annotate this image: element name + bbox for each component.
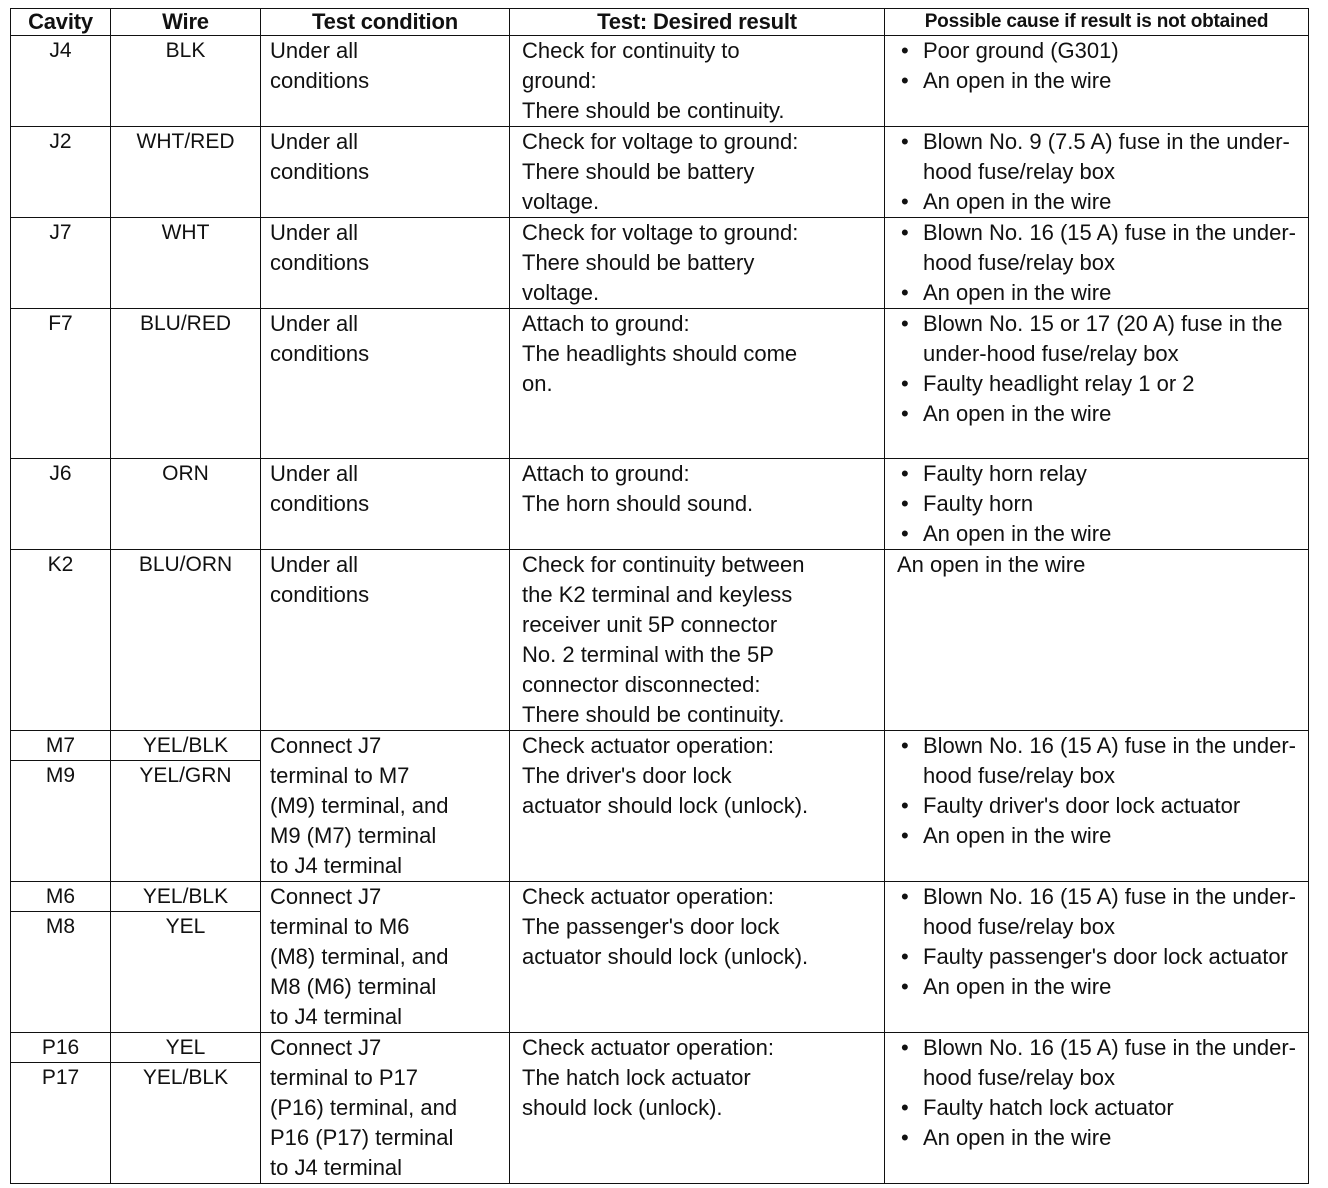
header-test-condition: Test condition	[261, 9, 510, 36]
cavity-label: F7	[48, 312, 73, 335]
test-condition-cell	[261, 882, 510, 1033]
table-row	[11, 36, 1309, 127]
cause-item: • An open in the wire	[897, 278, 1308, 308]
cavity-label: J7	[49, 221, 72, 244]
test-condition-cell	[261, 309, 510, 459]
condition-line: M9 (M7) terminal	[270, 823, 437, 848]
cause-item: • An open in the wire	[897, 519, 1308, 549]
test-condition-cell	[261, 731, 510, 882]
result-line: There should be continuity.	[522, 98, 785, 123]
wire-color-label: YEL	[165, 915, 206, 938]
cavity-label: M6	[11, 882, 110, 912]
condition-line: conditions	[270, 491, 370, 516]
condition-line: terminal to M7	[270, 763, 410, 788]
cause-item: • Faulty horn	[897, 489, 1308, 519]
cavity-label: P17	[41, 1066, 80, 1089]
test-condition-cell	[261, 36, 510, 127]
wire-cell	[111, 309, 261, 459]
cavity-cell	[11, 731, 111, 882]
result-line: on.	[522, 371, 553, 396]
cavity-cell	[11, 309, 111, 459]
table-row	[11, 218, 1309, 309]
result-line: There should be battery	[522, 250, 755, 275]
result-line: Check actuator operation:	[522, 1035, 774, 1060]
test-condition-cell	[261, 1033, 510, 1184]
condition-line: (M8) terminal, and	[270, 944, 449, 969]
result-line: The headlights should come	[522, 341, 798, 366]
header-wire: Wire	[111, 9, 261, 36]
cavity-label: K2	[47, 553, 74, 576]
test-condition-cell	[261, 127, 510, 218]
condition-line: (M9) terminal, and	[270, 793, 449, 818]
cavity-cell	[11, 127, 111, 218]
condition-line: Connect J7	[270, 733, 382, 758]
possible-cause-cell	[885, 218, 1309, 309]
result-line: actuator should lock (unlock).	[522, 793, 809, 818]
result-line: Check for continuity to	[522, 38, 740, 63]
cause-item: • Blown No. 9 (7.5 A) fuse in the under-hood fuse/relay box	[897, 127, 1308, 187]
table-row	[11, 1033, 1309, 1184]
wire-color-label: YEL/BLK	[111, 882, 260, 912]
result-line: Check actuator operation:	[522, 884, 774, 909]
desired-result-cell	[510, 1033, 885, 1184]
test-condition-cell	[261, 550, 510, 731]
desired-result-cell	[510, 309, 885, 459]
cavity-label: J6	[49, 462, 72, 485]
cavity-cell	[11, 1033, 111, 1184]
cavity-label: P16	[11, 1033, 110, 1063]
wire-color-label: YEL/BLK	[111, 731, 260, 761]
desired-result-cell	[510, 459, 885, 550]
wire-cell	[111, 36, 261, 127]
cavity-label: M9	[45, 764, 76, 787]
possible-cause-cell	[885, 459, 1309, 550]
table-row	[11, 459, 1309, 550]
possible-cause-cell	[885, 550, 1309, 731]
cause-item: • Blown No. 16 (15 A) fuse in the under-hood fuse/relay box	[897, 882, 1308, 942]
result-line: There should be continuity.	[522, 702, 785, 727]
cavity-cell	[11, 218, 111, 309]
result-line: No. 2 terminal with the 5P	[522, 642, 774, 667]
result-line: There should be battery	[522, 159, 755, 184]
connector-test-table	[10, 8, 1309, 1184]
wire-color-label: YEL/GRN	[139, 764, 232, 787]
cause-item: • An open in the wire	[897, 66, 1308, 96]
desired-result-cell	[510, 36, 885, 127]
condition-line: conditions	[270, 250, 370, 275]
condition-line: Under all	[270, 311, 359, 336]
cavity-cell	[11, 36, 111, 127]
table-row	[11, 882, 1309, 1033]
wire-color-label: ORN	[162, 462, 209, 485]
cause-item: • An open in the wire	[897, 1123, 1308, 1153]
wire-cell	[111, 218, 261, 309]
wire-color-label: WHT	[161, 221, 210, 244]
result-line: The passenger's door lock	[522, 914, 780, 939]
condition-line: conditions	[270, 582, 370, 607]
cause-item: • Blown No. 16 (15 A) fuse in the under-hood fuse/relay box	[897, 218, 1308, 278]
possible-cause-cell	[885, 309, 1309, 459]
condition-line: Connect J7	[270, 884, 382, 909]
desired-result-cell	[510, 731, 885, 882]
table-row	[11, 731, 1309, 882]
table-row	[11, 127, 1309, 218]
table-row	[11, 550, 1309, 731]
cause-item: • An open in the wire	[897, 399, 1308, 429]
cavity-label: M7	[11, 731, 110, 761]
wire-cell	[111, 1033, 261, 1184]
cause-item: • Faulty headlight relay 1 or 2	[897, 369, 1308, 399]
condition-line: to J4 terminal	[270, 1155, 403, 1180]
condition-line: (P16) terminal, and	[270, 1095, 458, 1120]
wire-color-label: BLU/ORN	[138, 553, 233, 576]
cause-item: • Blown No. 16 (15 A) fuse in the under-hood fuse/relay box	[897, 1033, 1308, 1093]
condition-line: Under all	[270, 129, 359, 154]
condition-line: terminal to M6	[270, 914, 410, 939]
result-line: the K2 terminal and keyless	[522, 582, 793, 607]
result-line: ground:	[522, 68, 597, 93]
wire-color-label: YEL/BLK	[142, 1066, 229, 1089]
result-line: should lock (unlock).	[522, 1095, 723, 1120]
result-line: Check for voltage to ground:	[522, 220, 799, 245]
wire-cell	[111, 550, 261, 731]
condition-line: Under all	[270, 220, 359, 245]
possible-cause-cell	[885, 127, 1309, 218]
test-condition-cell	[261, 459, 510, 550]
result-line: Check for continuity between	[522, 552, 805, 577]
cause-item: • An open in the wire	[897, 972, 1308, 1002]
possible-cause-cell	[885, 731, 1309, 882]
result-line: voltage.	[522, 280, 600, 305]
condition-line: terminal to P17	[270, 1065, 418, 1090]
wire-color-label: BLK	[165, 39, 206, 62]
table-row	[11, 309, 1309, 459]
cause-item: • Blown No. 16 (15 A) fuse in the under-hood fuse/relay box	[897, 731, 1308, 791]
header-possible-cause: Possible cause if result is not obtained	[885, 9, 1309, 36]
result-line: Check for voltage to ground:	[522, 129, 799, 154]
cavity-cell	[11, 459, 111, 550]
condition-line: to J4 terminal	[270, 853, 403, 878]
condition-line: Under all	[270, 552, 359, 577]
test-condition-cell	[261, 218, 510, 309]
condition-line: to J4 terminal	[270, 1004, 403, 1029]
cause-item: • Faulty passenger's door lock actuator	[897, 942, 1308, 972]
condition-line: Under all	[270, 38, 359, 63]
condition-line: Connect J7	[270, 1035, 382, 1060]
possible-cause-cell	[885, 1033, 1309, 1184]
result-line: voltage.	[522, 189, 600, 214]
header-desired-result: Test: Desired result	[510, 9, 885, 36]
result-line: actuator should lock (unlock).	[522, 944, 809, 969]
condition-line: P16 (P17) terminal	[270, 1125, 454, 1150]
result-line: connector disconnected:	[522, 672, 761, 697]
condition-line: Under all	[270, 461, 359, 486]
cause-item: • Poor ground (G301)	[897, 36, 1308, 66]
wire-color-label: BLU/RED	[139, 312, 232, 335]
condition-line: conditions	[270, 68, 370, 93]
wire-cell	[111, 127, 261, 218]
table-body	[11, 36, 1309, 1184]
result-line: receiver unit 5P connector	[522, 612, 778, 637]
wire-cell	[111, 731, 261, 882]
cause-item: • Faulty driver's door lock actuator	[897, 791, 1308, 821]
cause-item: • An open in the wire	[897, 187, 1308, 217]
header-cavity: Cavity	[11, 9, 111, 36]
result-line: The hatch lock actuator	[522, 1065, 751, 1090]
cavity-cell	[11, 882, 111, 1033]
desired-result-cell	[510, 218, 885, 309]
desired-result-cell	[510, 882, 885, 1033]
cause-item: • Blown No. 15 or 17 (20 A) fuse in the under-hood fuse/relay box	[897, 309, 1308, 369]
wire-color-label: YEL	[111, 1033, 260, 1063]
result-line: Check actuator operation:	[522, 733, 774, 758]
wire-cell	[111, 882, 261, 1033]
wire-cell	[111, 459, 261, 550]
result-line: The driver's door lock	[522, 763, 732, 788]
header-row	[11, 9, 1309, 36]
cause-item: • An open in the wire	[897, 821, 1308, 851]
condition-line: M8 (M6) terminal	[270, 974, 437, 999]
cavity-label: J4	[49, 39, 72, 62]
cause-item: • Faulty hatch lock actuator	[897, 1093, 1308, 1123]
desired-result-cell	[510, 127, 885, 218]
possible-cause-cell	[885, 882, 1309, 1033]
cause-item: • Faulty horn relay	[897, 459, 1308, 489]
condition-line: conditions	[270, 341, 370, 366]
cavity-label: M8	[45, 915, 76, 938]
cavity-cell	[11, 550, 111, 731]
result-line: The horn should sound.	[522, 491, 754, 516]
condition-line: conditions	[270, 159, 370, 184]
result-line: Attach to ground:	[522, 311, 690, 336]
wire-color-label: WHT/RED	[136, 130, 235, 153]
cause-item: An open in the wire	[897, 552, 1086, 577]
possible-cause-cell	[885, 36, 1309, 127]
result-line: Attach to ground:	[522, 461, 690, 486]
cavity-label: J2	[49, 130, 72, 153]
desired-result-cell	[510, 550, 885, 731]
